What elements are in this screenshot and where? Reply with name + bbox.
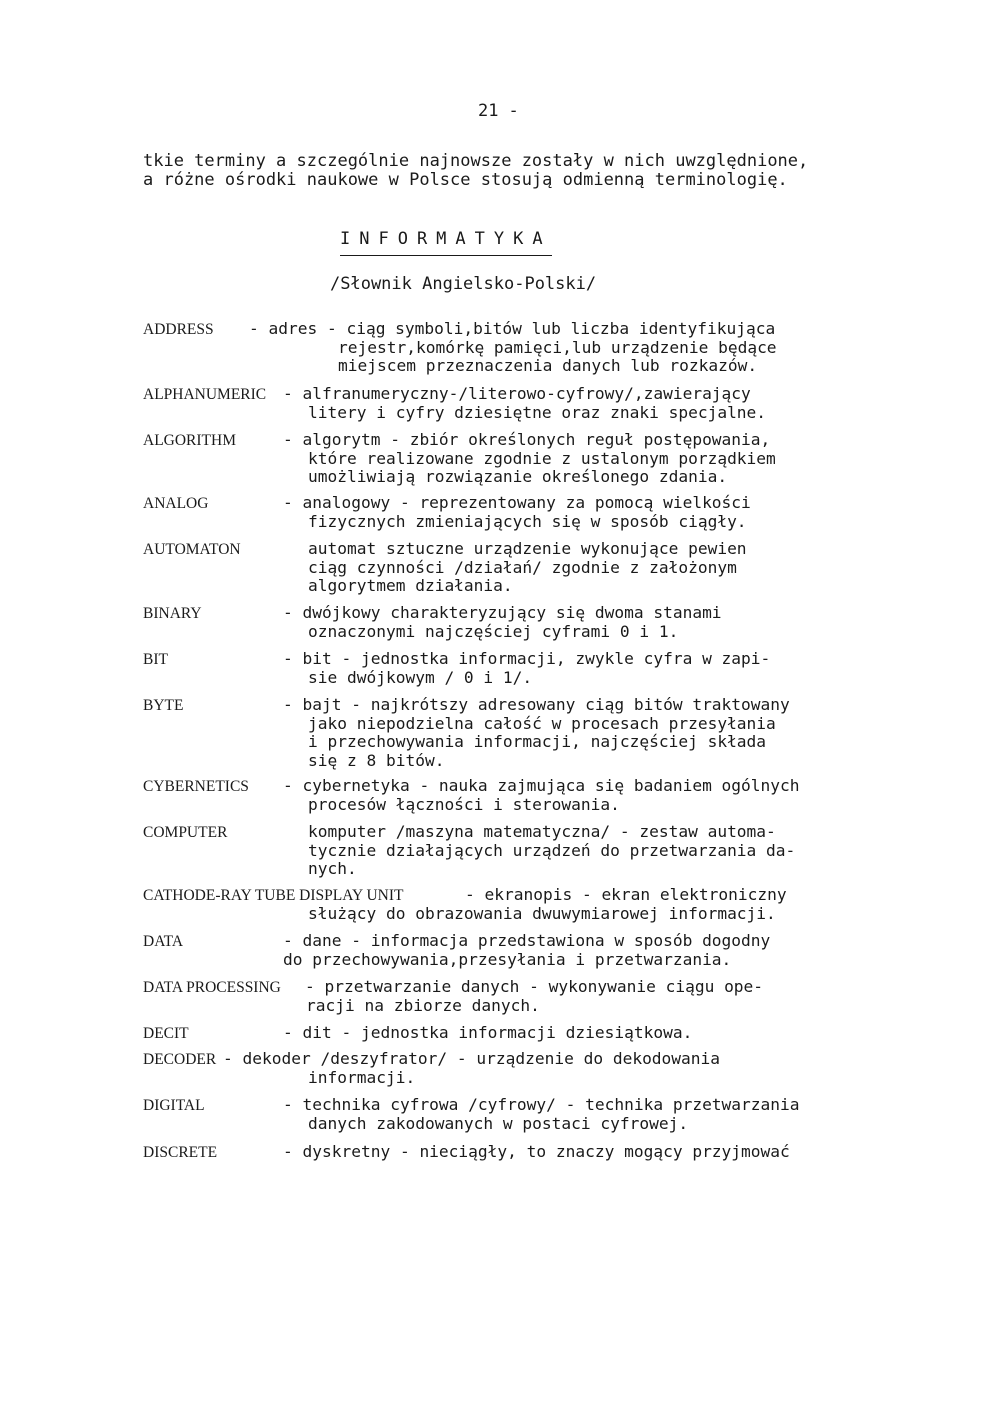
glossary-definition (308, 885, 787, 923)
definition-line: i przechowywania informacji, najczęściej składa (308, 732, 767, 752)
definition-line: nych. (308, 859, 357, 879)
definition-line: - przetwarzanie danych - wykonywanie ciągu ope- (305, 977, 764, 996)
dictionary-title: INFORMATYKA (340, 229, 552, 256)
definition-line: komputer /maszyna matematyczna/ - zestaw automa- (308, 822, 776, 841)
definition-line: - bit - jednostka informacji, zwykle cyfra w zapi- (283, 649, 771, 668)
definition-line: - alfranumeryczny-/literowo-cyfrowy/,zawierający (283, 384, 751, 403)
definition-line: tycznie działających urządzeń do przetwarzania da- (308, 840, 796, 860)
definition-line: racji na zbiorze danych. (306, 995, 540, 1015)
glossary-term: DISCRETE (143, 1144, 218, 1161)
glossary-term: DECODER (143, 1051, 217, 1068)
glossary-definition (283, 696, 790, 770)
glossary-term: DIGITAL (143, 1097, 205, 1114)
definition-line: - dane - informacja przedstawiona w sposób dogodny (283, 931, 771, 950)
definition-line: - adres - ciąg symboli,bitów lub liczba identyfikująca (249, 319, 776, 338)
definition-line: danych zakodowanych w postaci cyfrowej. (308, 1113, 689, 1133)
definition-line: - dwójkowy charakteryzujący się dwoma stanami (283, 603, 722, 622)
page-number-value: 21 (478, 101, 499, 121)
intro-paragraph (143, 152, 808, 190)
glossary-term: BINARY (143, 605, 202, 622)
definition-line: - algorytm - zbiór określonych reguł postępowania, (283, 430, 771, 449)
glossary-term: ADDRESS (143, 321, 214, 338)
glossary-term: DATA PROCESSING (143, 979, 281, 996)
definition-line: - bajt - najkrótszy adresowany ciąg bitów traktowany (283, 695, 790, 714)
glossary-term: AUTOMATON (143, 541, 241, 558)
glossary-definition (283, 494, 751, 531)
definition-line: - analogowy - reprezentowany za pomocą wielkości (283, 493, 751, 512)
glossary-definition (283, 777, 800, 814)
glossary-definition (283, 1096, 800, 1133)
definition-line: sie dwójkowym / 0 i 1/. (308, 667, 533, 687)
definition-line: - ekranopis - ekran elektroniczny (465, 885, 787, 904)
definition-line: jako niepodzielna całość w procesach przesyłania (308, 713, 776, 733)
definition-line: do przechowywania,przesyłania i przetwarzania. (283, 949, 732, 969)
glossary-term: ALPHANUMERIC (143, 386, 267, 403)
glossary-definition (305, 978, 763, 1015)
definition-line: rejestr,komórkę pamięci,lub urządzenie będące (338, 337, 777, 357)
page-mark: - (508, 101, 519, 121)
definition-line: algorytmem działania. (308, 576, 513, 596)
glossary-definition (308, 823, 795, 879)
definition-line: się z 8 bitów. (308, 750, 445, 770)
glossary-term: BYTE (143, 697, 184, 714)
dictionary-subtitle: /Słownik Angielsko-Polski/ (330, 274, 597, 294)
glossary-definition (283, 431, 776, 487)
definition-line: służący do obrazowania dwuwymiarowej informacji. (308, 903, 776, 923)
definition-line: procesów łączności i sterowania. (308, 794, 620, 814)
glossary-definition (308, 540, 747, 596)
glossary-term: ALGORITHM (143, 432, 236, 449)
definition-line: - cybernetyka - nauka zajmująca się badaniem ogólnych (283, 776, 800, 795)
glossary-definition (283, 650, 770, 687)
glossary-term: COMPUTER (143, 824, 228, 841)
glossary-definition (283, 1024, 692, 1043)
glossary-term: CATHODE-RAY TUBE DISPLAY UNIT (143, 887, 404, 904)
intro-line: tkie terminy a szczególnie najnowsze zostały w nich uwzględnione, (143, 151, 809, 171)
glossary-term: ANALOG (143, 495, 209, 512)
intro-line: a różne ośrodki naukowe w Polsce stosują odmienną terminologię. (143, 170, 788, 190)
glossary-term: BIT (143, 651, 168, 668)
glossary-definition (283, 1143, 790, 1162)
definition-line: miejscem przeznaczenia danych lub rozkazów. (338, 356, 758, 376)
definition-line: które realizowane zgodnie z ustalonym porządkiem (308, 448, 776, 468)
definition-line: litery i cyfry dziesiętne oraz znaki specjalne. (308, 402, 767, 422)
glossary-term: DECIT (143, 1025, 189, 1042)
definition-line: fizycznych zmieniających się w sposób ciągły. (308, 511, 747, 531)
definition-line: umożliwiają rozwiązanie określonego zdania. (308, 467, 728, 487)
glossary-term: CYBERNETICS (143, 778, 249, 795)
definition-line: - technika cyfrowa /cyfrowy/ - technika przetwarzania (283, 1095, 800, 1114)
definition-line: automat sztuczne urządzenie wykonujące pewien (308, 539, 747, 558)
definition-line: - dekoder /deszyfrator/ - urządzenie do dekodowania (223, 1049, 721, 1068)
glossary-definition (283, 932, 770, 969)
page-number (478, 101, 519, 121)
definition-line: oznaczonymi najczęściej cyframi 0 i 1. (308, 621, 679, 641)
definition-line: - dyskretny - nieciągły, to znaczy mogący przyjmować (283, 1142, 790, 1161)
glossary-definition (283, 604, 722, 641)
glossary-definition (283, 385, 766, 422)
definition-line: ciąg czynności /działań/ zgodnie z założonym (308, 557, 737, 577)
glossary-definition (223, 1050, 720, 1087)
definition-line: informacji. (308, 1067, 416, 1087)
glossary-definition (249, 320, 777, 376)
glossary-term: DATA (143, 933, 184, 950)
definition-line: - dit - jednostka informacji dziesiątkowa. (283, 1023, 693, 1042)
